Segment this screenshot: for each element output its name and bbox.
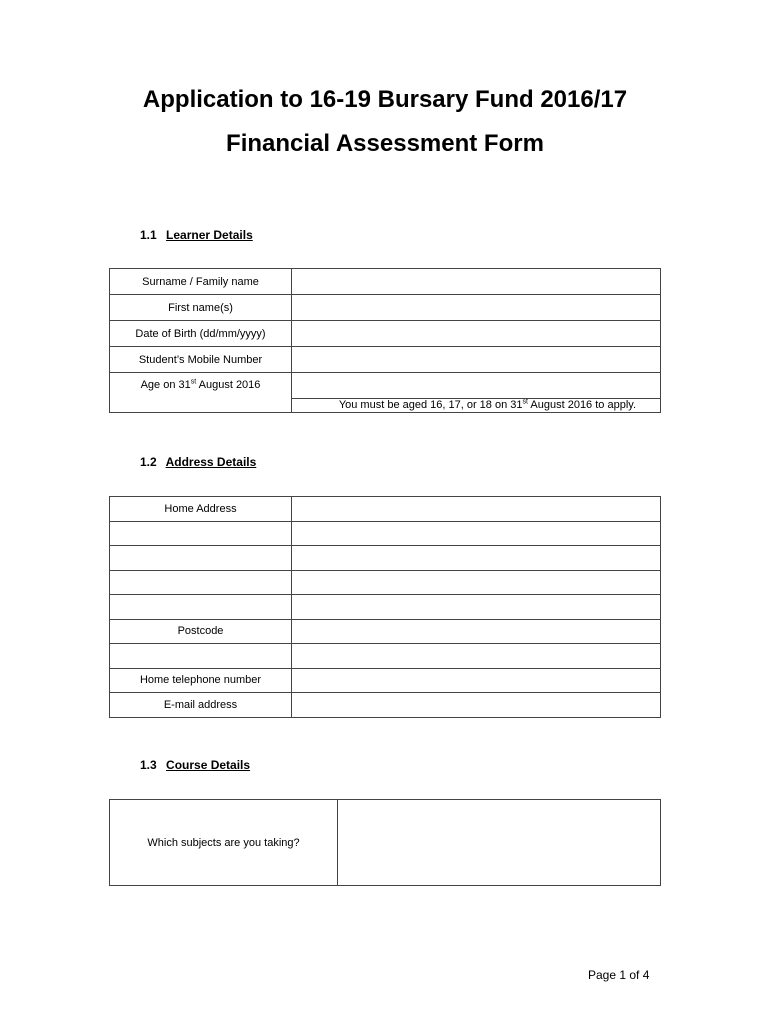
dob-field[interactable]: [292, 321, 661, 347]
age-field[interactable]: [292, 373, 661, 399]
age-label-sup: st: [190, 378, 197, 386]
home-address-field-2[interactable]: [292, 521, 661, 546]
note-text: You must be aged 16, 17, or 18 on 31: [338, 399, 523, 411]
note-sup: st: [522, 398, 528, 406]
surname-field[interactable]: [292, 269, 661, 295]
home-address-field-1[interactable]: [292, 497, 661, 522]
page-number: Page 1 of 4: [588, 968, 650, 982]
table-row: [110, 521, 661, 546]
section-name: Learner Details: [166, 228, 253, 242]
subjects-label: Which subjects are you taking?: [110, 800, 338, 886]
dob-label: Date of Birth (dd/mm/yyyy): [110, 321, 292, 347]
section-number: 1.3: [140, 758, 157, 772]
home-address-label: Home Address: [110, 497, 292, 522]
course-details-heading: [140, 758, 250, 772]
note-text-end: August 2016 to apply.: [527, 399, 636, 411]
first-name-field[interactable]: [292, 295, 661, 321]
blank-label: [110, 644, 292, 669]
age-label-month: August 2016: [196, 379, 261, 391]
email-field[interactable]: [292, 693, 661, 718]
table-row: [110, 619, 661, 644]
table-row: [110, 347, 661, 373]
table-row: [110, 644, 661, 669]
table-row: [110, 595, 661, 620]
section-name: Address Details: [165, 455, 257, 469]
blank-label: [110, 546, 292, 571]
blank-field[interactable]: [292, 644, 661, 669]
mobile-label: Student’s Mobile Number: [110, 347, 292, 373]
surname-label: Surname / Family name: [110, 269, 292, 295]
home-address-field-4[interactable]: [292, 570, 661, 595]
section-name: Course Details: [166, 758, 251, 772]
form-title: Application to 16-19 Bursary Fund 2016/17: [142, 86, 628, 113]
subjects-field[interactable]: [338, 800, 661, 886]
table-row: [110, 800, 661, 886]
course-details-table: [109, 799, 661, 886]
home-address-field-3[interactable]: [292, 546, 661, 571]
table-row: [110, 269, 661, 295]
address-details-heading: [140, 455, 256, 469]
table-row: [110, 373, 661, 399]
age-label-text: Age on 31: [140, 379, 191, 391]
blank-label: [110, 521, 292, 546]
table-row: [110, 321, 661, 347]
home-phone-field[interactable]: [292, 668, 661, 693]
table-row: [110, 668, 661, 693]
address-details-table: [109, 496, 661, 718]
learner-details-table: [109, 268, 661, 413]
blank-label: [110, 595, 292, 620]
blank-label: [110, 570, 292, 595]
age-label: [110, 373, 292, 413]
form-subtitle: Financial Assessment Form: [226, 130, 544, 157]
home-phone-label: Home telephone number: [110, 668, 292, 693]
mobile-field[interactable]: [292, 347, 661, 373]
first-name-label: First name(s): [110, 295, 292, 321]
section-number: 1.2: [140, 455, 157, 469]
table-row: [110, 295, 661, 321]
email-label: E-mail address: [110, 693, 292, 718]
table-row: [110, 546, 661, 571]
learner-details-heading: [140, 228, 253, 242]
table-row: [110, 570, 661, 595]
table-row: [110, 693, 661, 718]
section-number: 1.1: [140, 228, 157, 242]
postcode-label: Postcode: [110, 619, 292, 644]
table-row: [110, 497, 661, 522]
age-requirement-note: [292, 399, 661, 413]
home-address-field-5[interactable]: [292, 595, 661, 620]
postcode-field[interactable]: [292, 619, 661, 644]
